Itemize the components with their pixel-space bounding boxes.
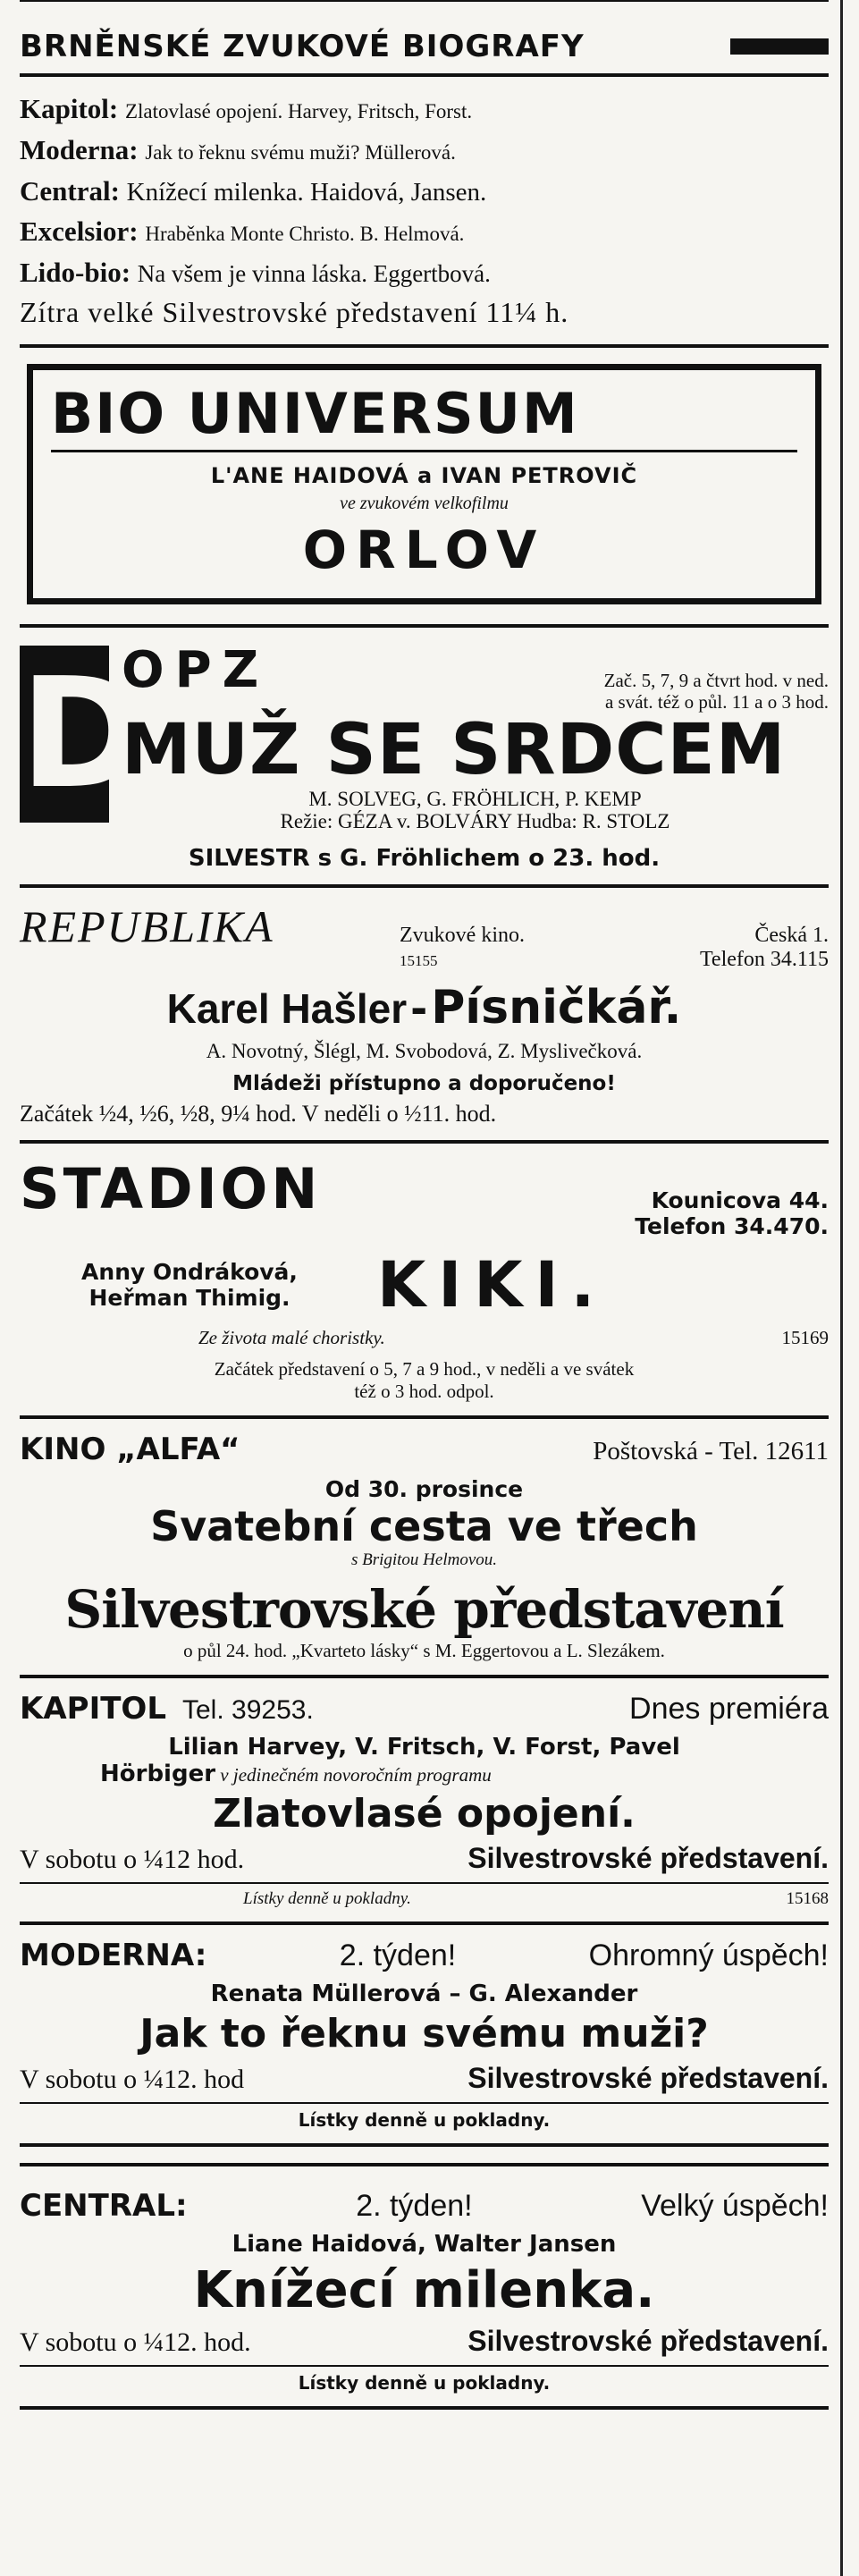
divider	[20, 2143, 829, 2147]
universum-ad	[27, 364, 821, 604]
republika-youth: Mládeži přístupno a doporučeno!	[232, 1072, 616, 1095]
universum-name: BIO UNIVERSUM	[51, 381, 797, 452]
moderna-success: Ohromný úspěch!	[588, 1938, 829, 1972]
ink-bar	[730, 38, 829, 55]
stadion-ref: 15169	[781, 1327, 829, 1348]
republika-name: REPUBLIKA	[20, 901, 274, 951]
republika-ad	[20, 888, 829, 1140]
central-tickets: Lístky denně u pokladny.	[298, 2372, 551, 2394]
kapitol-premiere: Dnes premiéra	[629, 1692, 829, 1726]
moderna-film: Jak to řeknu svému muži?	[139, 2011, 709, 2057]
brno-header	[20, 2, 829, 73]
universum-actors: L'ANE HAIDOVÁ a IVAN PETROVIČ	[210, 463, 638, 488]
dopz-ad	[20, 628, 829, 884]
kapitol-cast: Lilian Harvey, V. Fritsch, V. Forst, Pavel	[168, 1734, 680, 1761]
kapitol-phone: Tel. 39253.	[182, 1695, 314, 1725]
brno-title: BRNĚNSKÉ ZVUKOVÉ BIOGRAFY	[20, 29, 585, 64]
alfa-special-detail: o půl 24. hod. „Kvarteto lásky“ s M. Eggertovou a L. Slezákem.	[183, 1640, 665, 1661]
dopz-name: OPZ	[122, 641, 270, 699]
republika-cast: A. Novotný, Šlégl, M. Svobodová, Z. Myslivečková.	[206, 1040, 643, 1062]
dopz-credits: Režie: GÉZA v. BOLVÁRY Hudba: R. STOLZ	[280, 810, 670, 832]
divider	[20, 73, 829, 77]
stadion-ad	[20, 1144, 829, 1415]
republika-star: Karel Hašler	[166, 985, 408, 1032]
divider	[20, 2365, 829, 2367]
alfa-cast: s Brigitou Helmovou.	[350, 1550, 498, 1569]
moderna-ad	[20, 1925, 829, 2143]
divider	[20, 2102, 829, 2104]
brno-line-moderna: Moderna: Jak to řeknu svému muži? Müllerová.	[20, 134, 456, 165]
stadion-times: Začátek představení o 5, 7 a 9 hod., v neděli a ve svátek	[214, 1358, 635, 1380]
moderna-saturday: V sobotu o ¼12. hod	[20, 2065, 245, 2094]
republika-address: Česká 1.	[754, 924, 829, 947]
kapitol-tickets: Lístky denně u pokladny.	[243, 1889, 411, 1908]
moderna-name: MODERNA:	[20, 1938, 207, 1973]
kapitol-name: KAPITOL	[20, 1691, 166, 1727]
central-film: Knížecí milenka.	[193, 2261, 655, 2319]
alfa-name: KINO „ALFA“	[20, 1432, 240, 1467]
kapitol-cast2a: Hörbiger	[100, 1761, 216, 1787]
moderna-tickets: Lístky denně u pokladny.	[298, 2109, 551, 2131]
stadion-phone: Telefon 34.470.	[635, 1213, 829, 1239]
divider	[20, 1882, 829, 1884]
stadion-address: Kounicova 44.	[651, 1187, 829, 1213]
brno-line-lido: Lido-bio: Na všem je vinna láska. Eggertbová.	[20, 257, 491, 288]
central-name: CENTRAL:	[20, 2188, 188, 2224]
kapitol-silvestr: Silvestrovské představení.	[467, 1842, 829, 1874]
stadion-name: STADION	[20, 1156, 322, 1221]
republika-film: Písničkář.	[431, 981, 682, 1035]
dopz-film: MUŽ SE SRDCEM	[122, 710, 787, 790]
alfa-special: Silvestrovské představení	[64, 1579, 784, 1640]
alfa-from: Od 30. prosince	[324, 1476, 524, 1502]
central-success: Velký úspěch!	[641, 2189, 829, 2223]
republika-kind: Zvukové kino.	[400, 924, 525, 947]
column-rule	[840, 0, 843, 2576]
alfa-ad	[20, 1419, 829, 1675]
central-week: 2. týden!	[356, 2189, 473, 2223]
dopz-initial: D	[20, 646, 147, 823]
moderna-week: 2. týden!	[339, 1938, 457, 1972]
republika-times: Začátek ½4, ½6, ½8, 9¼ hod. V neděli o ½11. hod.	[20, 1101, 497, 1127]
kapitol-ad	[20, 1678, 829, 1921]
kapitol-film: Zlatovlasé opojení.	[213, 1791, 636, 1837]
brno-line-excelsior: Excelsior: Hraběnka Monte Christo. B. Helmová.	[20, 215, 465, 247]
republika-ref: 15155	[400, 952, 438, 969]
kapitol-saturday: V sobotu o ¼12 hod.	[20, 1845, 245, 1874]
dopz-cast: M. SOLVEG, G. FRÖHLICH, P. KEMP	[308, 788, 642, 810]
divider	[20, 2406, 829, 2410]
dopz-silvestr: SILVESTR s G. Fröhlichem o 23. hod.	[188, 845, 661, 872]
moderna-silvestr: Silvestrovské představení.	[467, 2062, 829, 2094]
universum-film: ORLOV	[302, 519, 546, 580]
central-ad	[20, 2166, 829, 2406]
brno-cinemas-section	[20, 0, 829, 348]
central-cast: Liane Haidová, Walter Jansen	[232, 2231, 617, 2258]
republika-phone: Telefon 34.115	[699, 948, 829, 971]
divider	[20, 344, 829, 348]
brno-tomorrow: Zítra velké Silvestrovské představení 11¼ h.	[20, 296, 569, 328]
brno-line-central: Central: Knížecí milenka. Haidová, Jansen.	[20, 175, 487, 207]
stadion-times2: též o 3 hod. odpol.	[354, 1381, 494, 1402]
kapitol-ref: 15168	[786, 1889, 829, 1908]
stadion-actor2: Heřman Thimig.	[88, 1285, 291, 1311]
stadion-actor1: Anny Ondráková,	[81, 1259, 298, 1285]
moderna-cast: Renata Müllerová – G. Alexander	[210, 1981, 638, 2007]
republika-dash: -	[410, 984, 428, 1033]
central-saturday: V sobotu o ¼12. hod.	[20, 2327, 251, 2357]
universum-sub: ve zvukovém velkofilmu	[340, 494, 509, 513]
central-silvestr: Silvestrovské představení.	[467, 2325, 829, 2357]
alfa-address: Poštovská - Tel. 12611	[593, 1437, 829, 1465]
alfa-film: Svatební cesta ve třech	[150, 1502, 698, 1550]
stadion-film: KIKI.	[377, 1248, 608, 1322]
dopz-times: Zač. 5, 7, 9 a čtvrt hod. v ned. a svát. též o půl. 11 a o 3 hod.	[603, 670, 829, 713]
kapitol-cast2b: v jedinečném novoročním programu	[220, 1764, 492, 1786]
brno-line-kapitol: Kapitol: Zlatovlasé opojení. Harvey, Fritsch, Forst.	[20, 93, 473, 124]
stadion-sub: Ze života malé choristky.	[198, 1327, 385, 1348]
